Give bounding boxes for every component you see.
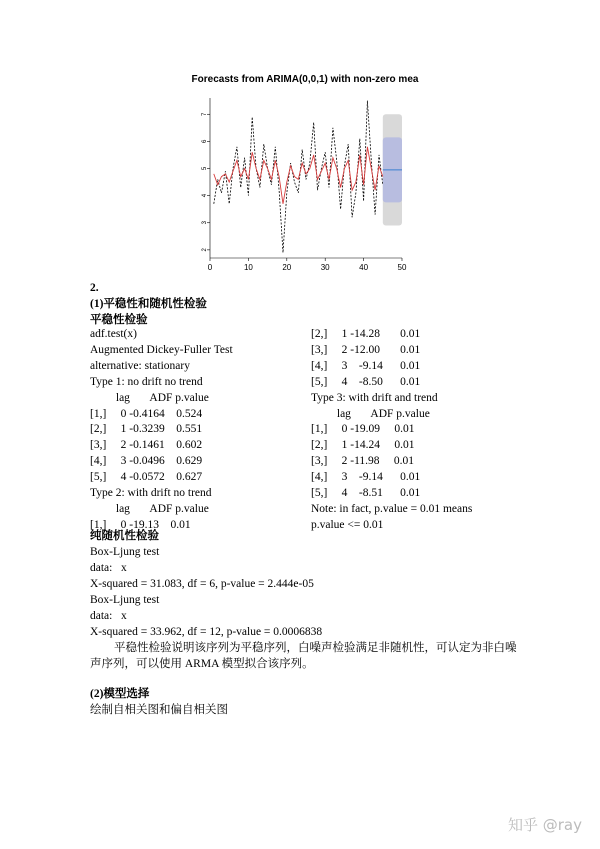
- adf-line: Augmented Dickey-Fuller Test: [90, 343, 233, 356]
- actual-series-line: [214, 101, 383, 253]
- y-tick-label: 3: [202, 221, 208, 225]
- adf-line: [4,] 3 -9.14 0.01: [311, 359, 421, 372]
- x-tick-label: 40: [359, 263, 369, 272]
- box-ljung-line: X-squared = 31.083, df = 6, p-value = 2.444e-05: [90, 577, 314, 590]
- x-tick-label: 0: [207, 263, 213, 272]
- y-tick-label: 6: [202, 139, 208, 144]
- adf-line: [3,] 2 -12.00 0.01: [311, 343, 421, 356]
- chart-title: Forecasts from ARIMA(0,0,1) with non-zero mea: [191, 74, 419, 85]
- forecast-chart: [190, 70, 420, 280]
- adf-line: [3,] 2 -0.1461 0.602: [90, 439, 203, 452]
- adf-line: [5,] 4 -8.50 0.01: [311, 375, 421, 388]
- adf-line: Note: in fact, p.value = 0.01 means: [311, 502, 473, 515]
- y-tick-label: 4: [202, 193, 208, 198]
- adf-line: p.value <= 0.01: [311, 518, 384, 531]
- y-tick-label: 7: [202, 112, 208, 116]
- adf-line: [1,] 0 -0.4164 0.524: [90, 407, 203, 420]
- adf-line: lag ADF p.value: [90, 502, 209, 515]
- x-tick-label: 20: [282, 263, 292, 272]
- adf-line: Type 2: with drift no trend: [90, 487, 212, 499]
- y-tick-label: 5: [202, 166, 208, 171]
- adf-line: adf.test(x): [90, 328, 137, 340]
- adf-line: Type 3: with drift and trend: [311, 391, 438, 404]
- chart-plot: [190, 70, 420, 280]
- adf-line: [5,] 4 -8.51 0.01: [311, 487, 421, 499]
- subheading-stationarity: 平稳性检验: [90, 314, 148, 326]
- adf-line: [2,] 1 -0.3239 0.551: [90, 423, 203, 436]
- adf-line: [2,] 1 -14.24 0.01: [311, 439, 415, 452]
- adf-line: [1,] 0 -19.13 0.01: [90, 518, 191, 531]
- y-tick-label: 2: [202, 248, 208, 252]
- adf-line: [5,] 4 -0.0572 0.627: [90, 471, 203, 484]
- adf-line: [2,] 1 -14.28 0.01: [311, 328, 421, 340]
- x-tick-label: 30: [320, 263, 330, 272]
- conclusion-paragraph: 平稳性检验说明该序列为平稳序列，白噪声检验满足非随机性，可认定为非白噪声序列，可以使用 ARMA 模型拟合该序列。: [90, 642, 517, 670]
- adf-line: alternative: stationary: [90, 359, 190, 372]
- box-ljung-line: Box-Ljung test: [90, 546, 160, 558]
- adf-line: [3,] 2 -11.98 0.01: [311, 455, 415, 468]
- box-ljung-line: X-squared = 33.962, df = 12, p-value = 0.0006838: [90, 625, 323, 638]
- adf-line: lag ADF p.value: [90, 391, 209, 404]
- section-number: 2.: [90, 282, 99, 294]
- section-heading-1: (1)平稳性和随机性检验: [90, 298, 207, 310]
- watermark: 知乎 @ray: [507, 816, 582, 834]
- adf-line: [4,] 3 -9.14 0.01: [311, 471, 421, 484]
- adf-line: [1,] 0 -19.09 0.01: [311, 423, 415, 436]
- adf-line: lag ADF p.value: [311, 407, 430, 420]
- adf-line: Type 1: no drift no trend: [90, 375, 203, 388]
- box-ljung-line: Box-Ljung test: [90, 593, 160, 606]
- section-heading-2: (2)模型选择: [90, 688, 150, 700]
- x-tick-label: 50: [397, 263, 407, 272]
- box-ljung-line: data: x: [90, 561, 127, 574]
- box-ljung-line: data: x: [90, 609, 127, 622]
- subheading-randomness: 纯随机性检验: [90, 530, 159, 542]
- adf-line: [4,] 3 -0.0496 0.629: [90, 455, 203, 468]
- x-tick-label: 10: [243, 263, 253, 272]
- model-selection-text: 绘制自相关图和偏自相关图: [90, 704, 228, 716]
